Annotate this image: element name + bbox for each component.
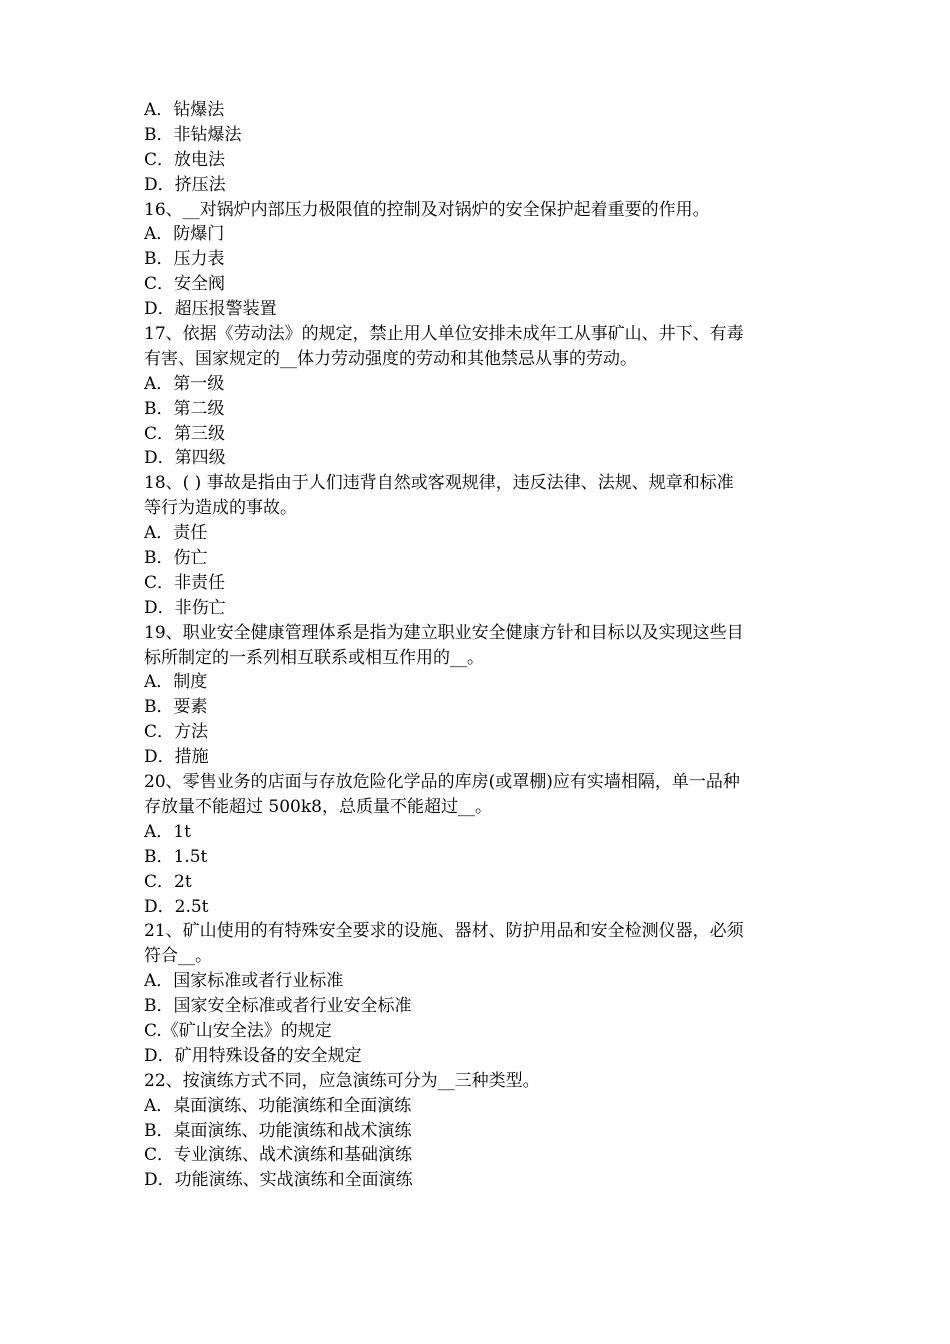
question-line: 等行为造成的事故。 xyxy=(144,498,297,519)
question-line: 标所制定的一系列相互联系或相互作用的__。 xyxy=(144,647,484,668)
option-line: C．2t xyxy=(144,871,192,892)
option-line: D．挤压法 xyxy=(144,174,226,195)
option-line: C．放电法 xyxy=(144,149,226,170)
option-line: D．非伤亡 xyxy=(144,597,226,618)
option-line: C．安全阀 xyxy=(144,274,226,295)
question-line: 21、矿山使用的有特殊安全要求的设施、器材、防护用品和安全检测仪器，必须 xyxy=(144,921,744,942)
option-line: A．1t xyxy=(144,821,191,842)
option-line: C．第三级 xyxy=(144,423,226,444)
option-line: B．伤亡 xyxy=(144,548,208,569)
option-line: A．责任 xyxy=(144,523,208,544)
question-line: 19、职业安全健康管理体系是指为建立职业安全健康方针和目标以及实现这些目 xyxy=(144,622,744,643)
question-text-block xyxy=(144,98,824,1193)
question-line: 有害、国家规定的__体力劳动强度的劳动和其他禁忌从事的劳动。 xyxy=(144,348,637,369)
option-line: C．专业演练、战术演练和基础演练 xyxy=(144,1145,413,1166)
option-line: A．防爆门 xyxy=(144,224,225,245)
option-line: A．第一级 xyxy=(144,373,225,394)
question-line: 17、依据《劳动法》的规定，禁止用人单位安排未成年工从事矿山、井下、有毒 xyxy=(144,324,744,345)
question-line: 存放量不能超过 500k8，总质量不能超过__。 xyxy=(144,796,492,817)
option-line: D．第四级 xyxy=(144,448,226,469)
option-line: B．桌面演练、功能演练和战术演练 xyxy=(144,1120,412,1141)
option-line: B．压力表 xyxy=(144,249,225,270)
option-line: D．2.5t xyxy=(144,896,209,917)
question-line: 22、按演练方式不同，应急演练可分为__三种类型。 xyxy=(144,1070,540,1091)
option-line: B．1.5t xyxy=(144,846,208,867)
option-line: B．国家安全标准或者行业安全标准 xyxy=(144,996,412,1017)
option-line: C．方法 xyxy=(144,722,209,743)
option-line: D．措施 xyxy=(144,747,209,768)
option-line: A．国家标准或者行业标准 xyxy=(144,971,344,992)
option-line: C．非责任 xyxy=(144,572,226,593)
option-line: A．桌面演练、功能演练和全面演练 xyxy=(144,1095,412,1116)
question-line: 20、零售业务的店面与存放危险化学品的库房(或罩棚)应有实墙相隔，单一品种 xyxy=(144,772,740,793)
option-line: B．第二级 xyxy=(144,398,225,419)
option-line: A．制度 xyxy=(144,672,208,693)
option-line: D．功能演练、实战演练和全面演练 xyxy=(144,1170,413,1191)
option-line: A．钻爆法 xyxy=(144,100,225,120)
option-line: C.《矿山安全法》的规定 xyxy=(144,1020,332,1041)
option-line: B．非钻爆法 xyxy=(144,124,242,145)
option-line: D．矿用特殊设备的安全规定 xyxy=(144,1045,362,1066)
question-line: 符合__。 xyxy=(144,946,212,967)
question-line: 18、( ) 事故是指由于人们违背自然或客观规律，违反法律、法规、规章和标准 xyxy=(144,473,734,494)
question-line: 16、__对锅炉内部压力极限值的控制及对锅炉的安全保护起着重要的作用。 xyxy=(144,199,710,220)
option-line: D．超压报警装置 xyxy=(144,299,277,320)
option-line: B．要素 xyxy=(144,697,208,718)
